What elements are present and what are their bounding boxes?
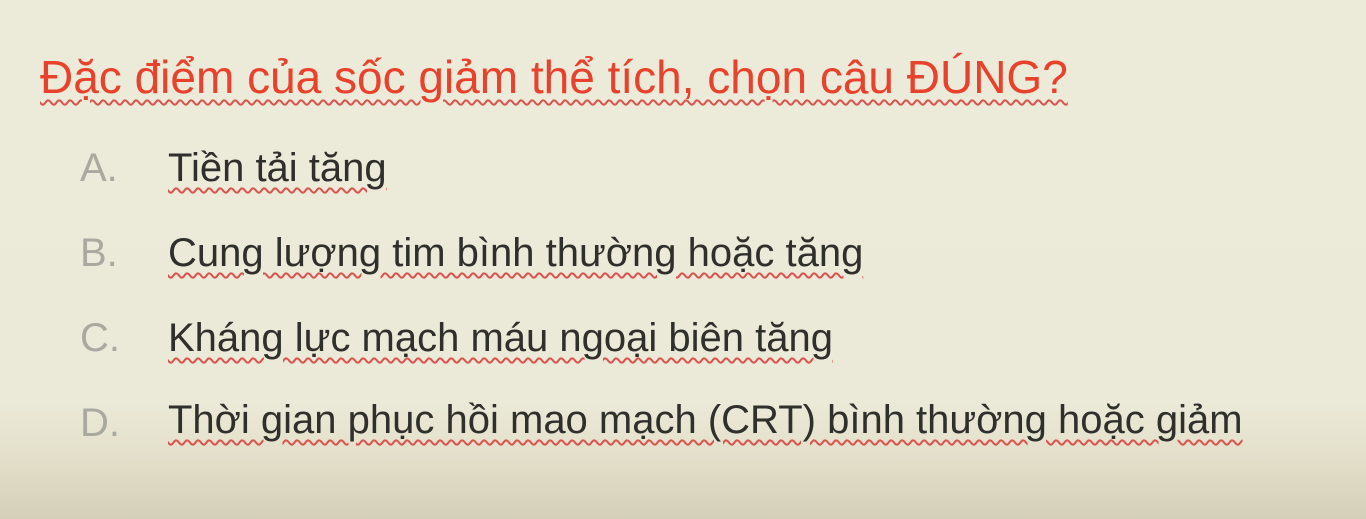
option-letter: A. [80, 146, 118, 190]
option-d [80, 383, 1340, 463]
option-text: Kháng lực mạch máu ngoại biên tăng [168, 316, 833, 360]
option-letter: D. [80, 401, 120, 445]
options-list [80, 128, 1340, 468]
option-c [80, 298, 1340, 378]
option-letter: C. [80, 316, 120, 360]
option-text: Cung lượng tim bình thường hoặc tăng [168, 231, 864, 275]
option-a [80, 128, 1340, 208]
option-text: Thời gian phục hồi mao mạch (CRT) bình thường hoặc giảm [168, 398, 1243, 442]
question-title: Đặc điểm của sốc giảm thể tích, chọn câu ĐÚNG? [40, 51, 1068, 103]
option-text: Tiền tải tăng [168, 146, 387, 190]
option-letter: B. [80, 231, 118, 275]
option-b [80, 213, 1340, 293]
